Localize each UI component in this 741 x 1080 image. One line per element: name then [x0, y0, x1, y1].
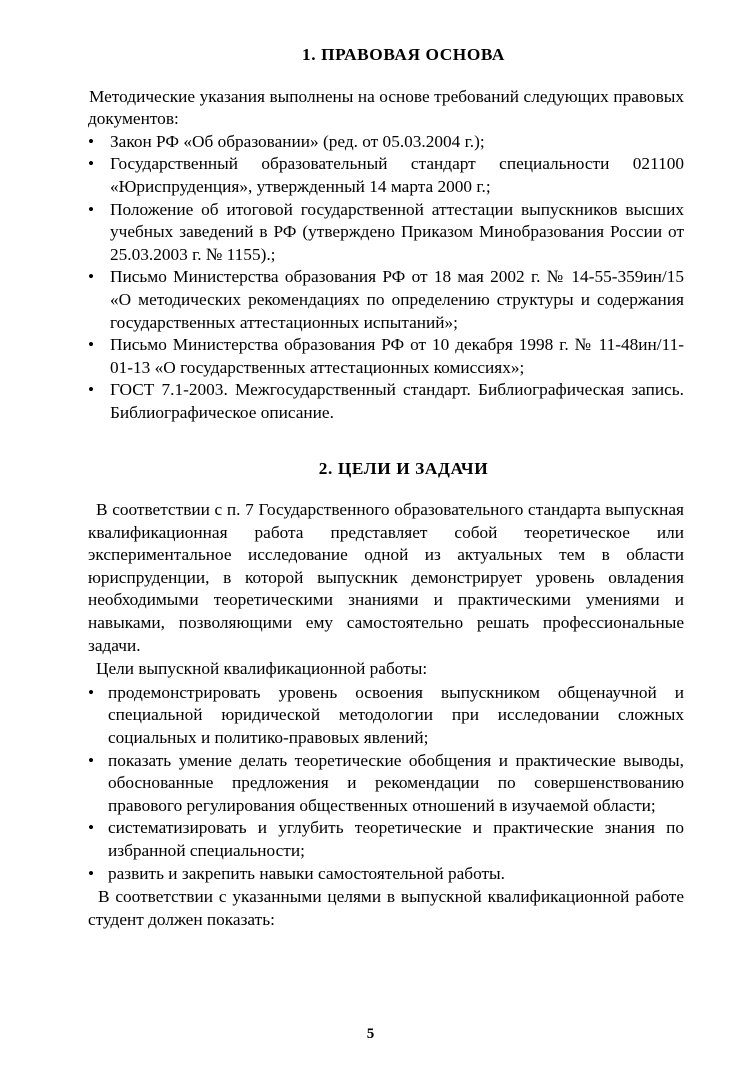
bullet-icon: • [88, 380, 95, 400]
goals-intro [88, 658, 684, 681]
list-item [88, 199, 684, 267]
list-item-text: Положение об итоговой государственной аттестации выпускников высших учебных заведений в РФ (утверждено Приказом Минобразования России от 25.03.2003 г. № 1155).; [110, 199, 684, 264]
bullet-icon: • [88, 154, 95, 174]
list-item-text: Государственный образовательный стандарт специальности 021100 «Юриспруденция», утвержденный 14 марта 2000 г.; [110, 154, 684, 196]
bullet-icon: • [88, 131, 95, 151]
list-item-text: развить и закрепить навыки самостоятельной работы. [108, 863, 505, 883]
bullet-icon: • [88, 267, 95, 287]
section-2-paragraph-text: В соответствии с п. 7 Государственного образовательного стандарта выпускная квалификационная работа представляет собой теоретическое или экспериментальное исследование одной из актуальных тем в области юриспруденции, в которой выпускник демонстрирует уровень овладения необходимыми теоретическими знаниями и практическими умениями и навыками, позволяющими ему самостоятельно решать профессиональные задачи. [88, 500, 684, 655]
list-item [88, 682, 684, 750]
list-item [88, 379, 684, 424]
list-item [88, 153, 684, 198]
bullet-icon: • [88, 750, 95, 770]
list-item-text: показать умение делать теоретические обобщения и практические выводы, обоснованные предложения и рекомендации по совершенствованию правового регулирования общественных отношений в изучаемой области; [108, 750, 684, 815]
page-number: 5 [366, 1026, 375, 1042]
list-item [88, 334, 684, 379]
closing-paragraph [88, 886, 684, 931]
goals-list [88, 682, 684, 885]
bullet-icon: • [88, 335, 95, 355]
list-item-text: Закон РФ «Об образовании» (ред. от 05.03.2004 г.); [110, 131, 485, 151]
list-item [88, 266, 684, 334]
section-1-intro [88, 86, 684, 131]
section-1-intro-text: Методические указания выполнены на основе требований следующих правовых документов: [88, 86, 684, 129]
list-item-text: систематизировать и углубить теоретические и практические знания по избранной специальности; [108, 818, 684, 860]
list-item [88, 817, 684, 862]
page-content [88, 44, 684, 931]
section-2-title: 2. ЦЕЛИ И ЗАДАЧИ [318, 458, 489, 478]
bullet-icon: • [88, 682, 95, 702]
list-item-text: ГОСТ 7.1-2003. Межгосударственный стандарт. Библиографическая запись. Библиографическое описание. [110, 380, 684, 422]
closing-paragraph-text: В соответствии с указанными целями в выпускной квалификационной работе студент должен показать: [88, 887, 684, 929]
list-item [88, 863, 684, 886]
bullet-icon: • [88, 818, 95, 838]
list-item [88, 131, 684, 154]
section-2-paragraph [88, 499, 684, 657]
list-item [88, 750, 684, 818]
section-1-title: 1. ПРАВОВАЯ ОСНОВА [302, 45, 505, 64]
list-item-text: Письмо Министерства образования РФ от 10 декабря 1998 г. № 11-48ин/11-01-13 «О государственных аттестационных комиссиях»; [110, 335, 684, 377]
legal-documents-list [88, 131, 684, 425]
list-item-text: Письмо Министерства образования РФ от 18 мая 2002 г. № 14-55-359ин/15 «О методических рекомендациях по определению структуры и содержания государственных аттестационных испытаний»; [110, 267, 684, 332]
goals-intro-text: Цели выпускной квалификационной работы: [96, 659, 428, 679]
bullet-icon: • [88, 863, 95, 883]
list-item-text: продемонстрировать уровень освоения выпускником общенаучной и специальной юридической методологии при исследовании сложных социальных и политико-правовых явлений; [108, 682, 684, 748]
bullet-icon: • [88, 199, 95, 219]
